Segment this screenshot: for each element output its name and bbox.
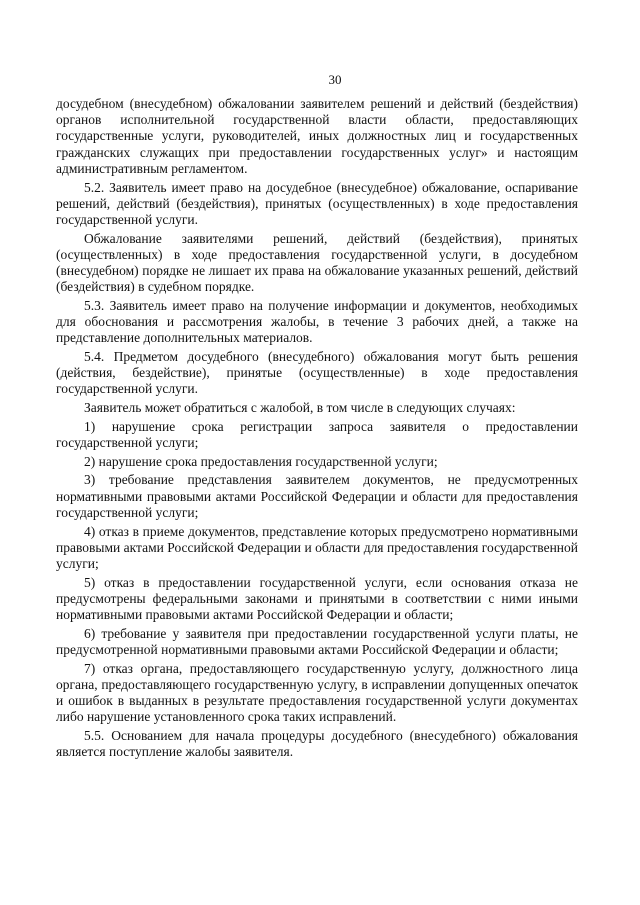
- list-item-3: 3) требование представления заявителем документов, не предусмотренных нормативными правовыми актами Российской Федерации и области для предоставления государственной услуги;: [56, 472, 578, 520]
- document-page: [56, 72, 578, 763]
- paragraph-5-2: 5.2. Заявитель имеет право на досудебное (внесудебное) обжалование, оспаривание решений, действий (бездействия), принятых (осуществленных) в ходе предоставления государственной услуги.: [56, 179, 578, 227]
- list-item-1: 1) нарушение срока регистрации запроса заявителя о предоставлении государственной услуги;: [56, 418, 578, 451]
- list-item-4: 4) отказ в приеме документов, представление которых предусмотрено нормативными правовыми актами Российской Федерации и области для предоставления государственной услуги;: [56, 523, 578, 571]
- list-item-2: 2) нарушение срока предоставления государственной услуги;: [84, 453, 438, 469]
- paragraph-5-5: 5.5. Основанием для начала процедуры досудебного (внесудебного) обжалования является поступление жалобы заявителя.: [56, 728, 578, 760]
- paragraph-intro-continuation: досудебном (внесудебном) обжаловании заявителем решений и действий (бездействия) органов исполнительной государственной власти области, предоставляющих государственные услуги, руководителей, иных должностных лиц и государственных гражданских служащих при предоставлении государственных услуг» и настоящим административным регламентом.: [56, 96, 578, 176]
- list-item-7: 7) отказ органа, предоставляющего государственную услугу, должностного лица органа, предоставляющего государственную услугу, в исправлении допущенных опечаток и ошибок в выданных в результате предоставления государственной услуги документах либо нарушение установленного срока таких исправлений.: [56, 660, 578, 725]
- list-item-6: 6) требование у заявителя при предоставлении государственной услуги платы, не предусмотренной нормативными правовыми актами Российской Федерации и области;: [56, 625, 578, 657]
- paragraph-5-4: 5.4. Предметом досудебного (внесудебного) обжалования могут быть решения (действия, бездействие), принятые (осуществленные) в ходе предоставления государственной услуги.: [56, 349, 578, 397]
- paragraph-cases-intro: Заявитель может обратиться с жалобой, в том числе в следующих случаях:: [84, 400, 516, 416]
- list-item-5: 5) отказ в предоставлении государственной услуги, если основания отказа не предусмотрены федеральными законами и принятыми в соответствии с ними иными нормативными правовыми актами Российской Федерации и области;: [56, 574, 578, 623]
- paragraph-appeal-note: Обжалование заявителями решений, действий (бездействия), принятых (осуществленных) в ходе предоставления государственной услуги, в досудебном (внесудебном) порядке не лишает их права на обжалование указанных решений, действий (бездействия) в судебном порядке.: [56, 230, 578, 295]
- paragraph-5-3: 5.3. Заявитель имеет право на получение информации и документов, необходимых для обоснования и рассмотрения жалобы, в течение 3 рабочих дней, а также на представление дополнительных материалов.: [56, 297, 578, 346]
- page-number: 30: [328, 72, 342, 87]
